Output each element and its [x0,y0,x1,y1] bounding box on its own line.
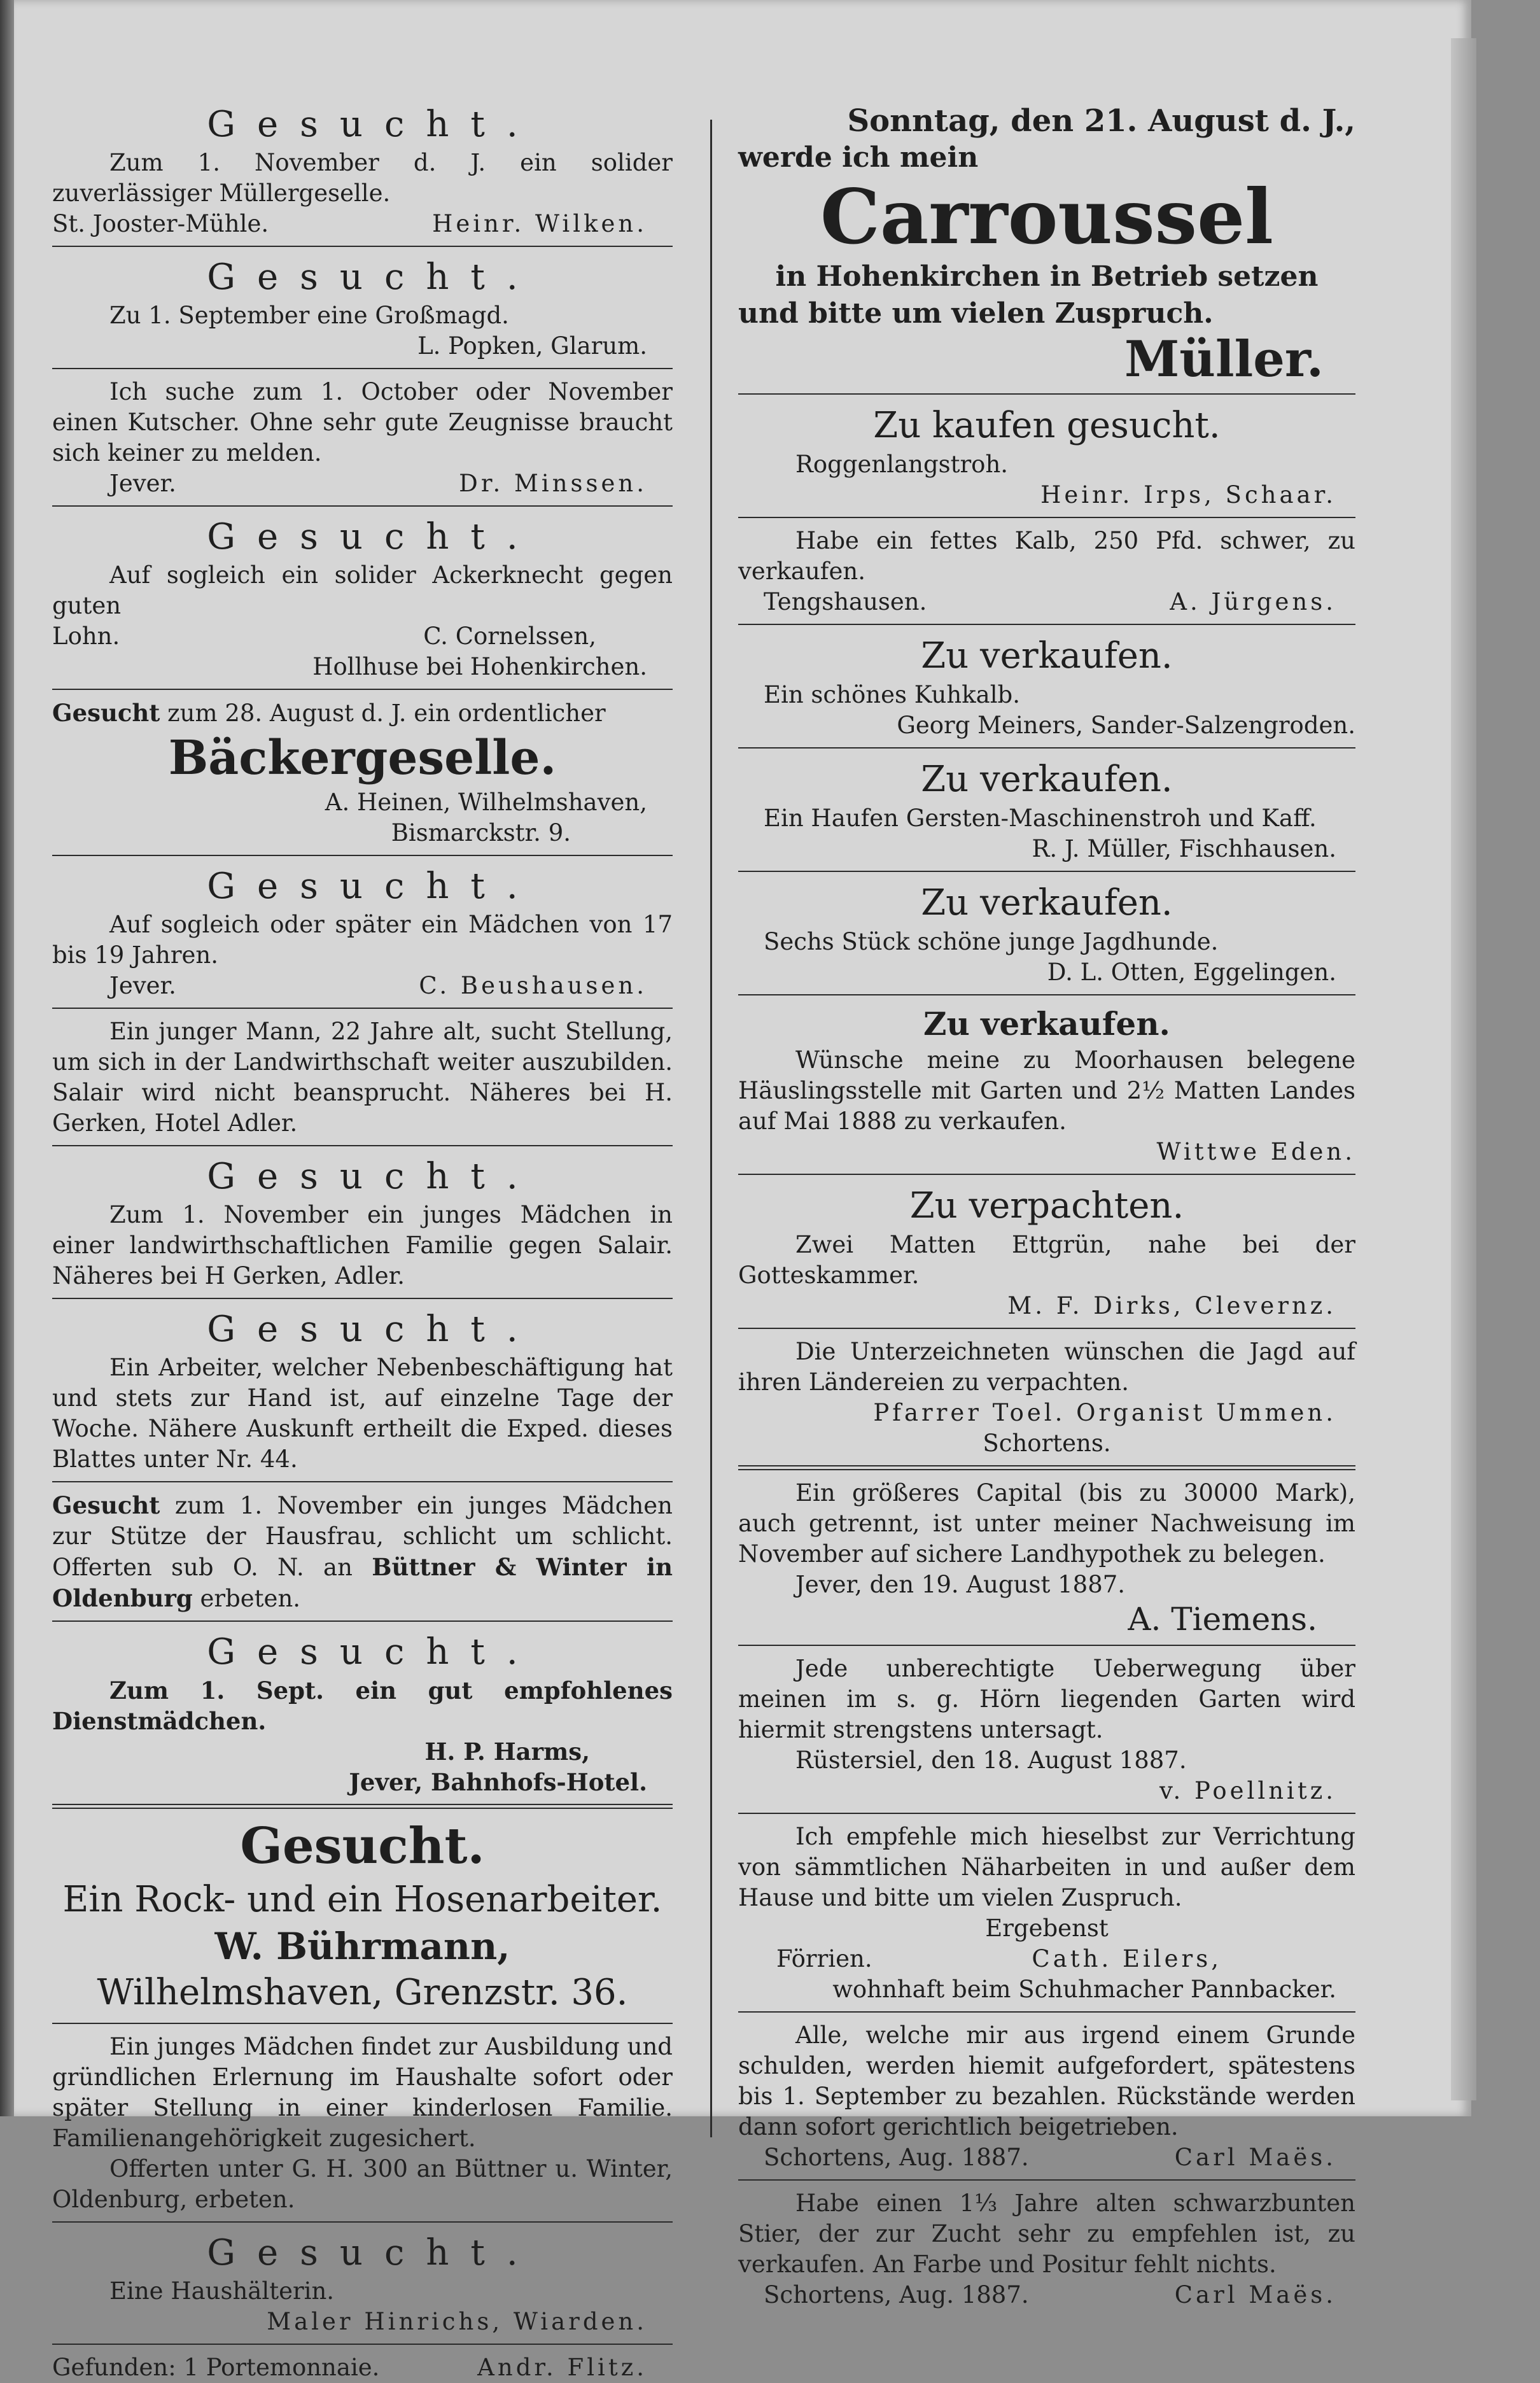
divider [738,2011,1355,2013]
ad-signer: L. Popken, Glarum. [417,332,647,360]
divider [52,1298,673,1299]
ad-text: Ein junger Mann, 22 Jahre alt, sucht Stellung, um sich in der Landwirthschaft weiter auszubilden. Salair wird nicht beansprucht. Näheres bei H. Gerken, Hotel Adler. [52,1018,673,1137]
double-divider [52,1804,673,1809]
ad-signer: W. Bührmann, [214,1925,510,1968]
ad-text: Ich suche zum 1. October oder November einen Kutscher. Ohne sehr gute Zeugnisse braucht sich keiner zu melden. [52,378,673,467]
ad-firm: Büttner & Winter in Oldenburg [52,1553,673,1612]
ad-line: Ein Rock- und ein Hosenarbeiter. [62,1879,662,1920]
ad-signer: A. Jürgens. [1170,588,1336,615]
ad-verpachten [738,1183,1355,1321]
ad-place: Schortens. [983,1430,1111,1457]
ad-arbeiter [52,1307,673,1475]
divider [52,2221,673,2223]
divider [738,624,1355,625]
ad-rockarbeiter [52,1817,673,2016]
left-column [52,102,673,2383]
ad-heading: Gesucht. [207,2232,540,2274]
ad-signer-place: Jever, Bahnhofs-Hotel. [349,1768,647,1796]
ad-signer-place: Hollhuse bei Hohenkirchen. [312,653,647,680]
divider [52,855,673,856]
ad-text-offer: Offerten unter G. H. 300 an Büttner u. Winter, Oldenburg, erbeten. [52,2155,673,2213]
divider [52,1481,673,1482]
ad-text: Ich empfehle mich hieselbst zur Verrichtung von sämmtlichen Näharbeiten in und außer dem Hause und bitte um vielen Zuspruch. [738,1823,1355,1911]
ad-roggenlangstroh [738,402,1355,510]
ad-kuhkalb [738,633,1355,741]
divider [738,1813,1355,1814]
ad-heading: Gesucht. [240,1817,485,1875]
ad-heading: Gesucht. [207,1309,540,1350]
ad-text: Ein junges Mädchen findet zur Ausbildung und gründlichen Erlernung im Haushalte sofort oder später Stellung in einer kinderlosen Familie. Familienangehörigkeit zugesichert. [52,2033,673,2152]
ad-heading: Zu verkaufen. [923,1005,1170,1043]
ad-signer: C. Cornelssen, [423,622,596,650]
ad-muellergeselle [52,102,673,239]
ad-heading: Gesucht. [207,104,540,145]
ad-text: Ein schönes Kuhkalb. [764,681,1020,708]
ad-text: Die Unterzeichneten wünschen die Jagd auf ihren Ländereien zu verpachten. [738,1338,1355,1396]
ad-place: Schortens, Aug. 1887. [764,2144,1029,2171]
ad-carroussel [738,102,1355,387]
ad-signer: Wittwe Eden. [1156,1138,1355,1165]
ad-signer: Dr. Minssen. [459,470,647,497]
ad-heading: Zu verkaufen. [921,882,1173,924]
ad-signer: v. Poellnitz. [1159,1777,1336,1804]
ad-text: Alle, welche mir aus irgend einem Grunde schulden, werden hiemit aufgefordert, spätestens bis 1. September zu bezahlen. Rückstände werden dann sofort gerichtlich beigetrieben. [738,2021,1355,2140]
ad-signer: Organist Ummen. [1076,1399,1336,1426]
divider [52,2344,673,2345]
ad-text: Ein Haufen Gersten-Maschinenstroh und Kaff. [764,805,1317,832]
ad-text-end: Lohn. [52,622,120,650]
ad-place: Schortens, Aug. 1887. [764,2281,1029,2309]
divider [738,2179,1355,2181]
ad-text: Jede unberechtigte Ueberwegung über meinen im s. g. Hörn liegenden Garten wird hiermit strengstens untersagt. [738,1655,1355,1743]
right-column [738,102,1355,2310]
divider [738,1328,1355,1329]
ad-signer: D. L. Otten, Eggelingen. [1047,959,1336,986]
ad-signer: Cath. Eilers, [1032,1945,1222,1972]
ad-signer: Carl Maës. [1174,2144,1336,2171]
ad-haushalt [52,2032,673,2215]
ad-kutscher [52,377,673,499]
ad-text: Zum 1. November ein junges Mädchen in einer landwirthschaftlichen Familie gegen Salair. Näheres bei H Gerken, Adler. [52,1201,673,1290]
ad-line: werde ich mein [738,141,979,174]
divider [52,1008,673,1009]
divider [52,505,673,507]
ad-haushaelterin [52,2230,673,2337]
ad-text: Zwei Matten Ettgrün, nahe bei der Gotteskammer. [738,1231,1355,1289]
ad-tail: erbeten. [200,1585,301,1612]
ad-heading: Zu verkaufen. [921,635,1173,677]
ad-text: Zum 1. November d. J. ein solider zuverlässiger Müllergeselle. [52,149,673,207]
ad-text: zum 1. November ein junges Mädchen zur Stütze der Hausfrau, schlicht um schlicht. Offerten sub O. N. an [52,1492,673,1581]
ad-heading: Gesucht. [207,257,540,298]
ad-text: Habe ein fettes Kalb, 250 Pfd. schwer, zu verkaufen. [738,527,1355,585]
ad-text: Habe einen 1⅓ Jahre alten schwarzbunten Stier, der zur Zucht sehr zu empfehlen ist, zu verkaufen. An Farbe und Positur fehlt nichts. [738,2190,1355,2278]
ad-gefunden [52,2352,673,2383]
ad-ueberwegung [738,1654,1355,1806]
divider [52,2023,673,2024]
double-divider [738,1465,1355,1470]
page-edge [1451,38,1476,2100]
ad-heading: Zu verpachten. [909,1185,1184,1227]
divider [738,1174,1355,1175]
column-divider [710,120,712,2137]
ad-text: Zum 1. Sept. ein gut empfohlenes Dienstmädchen. [52,1677,673,1735]
ad-naeharbeiten [738,1822,1355,2005]
ad-lead: Gesucht [52,1491,160,1519]
ad-signer: A. Tiemens. [1128,1601,1317,1638]
ad-signer: R. J. Müller, Fischhausen. [1032,835,1336,862]
ad-heading: Gesucht. [207,516,540,558]
divider [52,246,673,247]
divider [52,368,673,369]
ad-signer: Heinr. Wilken. [432,210,647,237]
ad-junges-maedchen [52,1154,673,1291]
ad-signer: Georg Meiners, Sander-Salzengroden. [897,712,1355,739]
ad-place: Jever. [109,470,176,497]
ad-text: zum 28. August d. J. ein ordentlicher [167,699,606,727]
divider [52,689,673,690]
ad-signer: Carl Maës. [1174,2281,1336,2309]
divider [738,871,1355,872]
ad-big-title: Carroussel [820,172,1273,261]
ad-line: in Hohenkirchen in Betrieb setzen [775,260,1319,293]
ad-text: Auf sogleich oder später ein Mädchen von 17 bis 19 Jahren. [52,911,673,969]
divider [52,1145,673,1146]
ad-heading: Zu kaufen gesucht. [873,405,1221,446]
divider [738,994,1355,995]
ad-text: Ein größeres Capital (bis zu 30000 Mark), auch getrennt, ist unter meiner Nachweisung im November auf sichere Landhypothek zu belegen. [738,1479,1355,1568]
ad-signer: Pfarrer Toel. [873,1399,1066,1426]
ad-text: Eine Haushälterin. [109,2277,335,2305]
ad-heading: Gesucht. [207,1631,540,1673]
ad-signer: Müller. [1124,330,1324,388]
ad-hausfrau-stuetze [52,1490,673,1614]
ad-maedchen [52,864,673,1001]
ad-heading: Gesucht. [207,1156,540,1197]
divider [738,393,1355,395]
ad-signer: M. F. Dirks, Clevernz. [1007,1292,1336,1319]
ad-schulden [738,2020,1355,2173]
ad-line: und bitte um vielen Zuspruch. [738,297,1214,330]
ad-signer: Maler Hinrichs, Wiarden. [267,2308,647,2335]
ad-heading: Zu verkaufen. [921,759,1173,800]
ad-heading: Gesucht. [207,866,540,907]
ad-haeuslingsstelle [738,1003,1355,1167]
ad-text: Gefunden: 1 Portemonnaie. [52,2354,380,2381]
ad-kalb [738,526,1355,617]
ad-place: St. Jooster-Mühle. [52,210,269,237]
ad-text: Roggenlangstroh. [795,451,1009,478]
ad-greeting: Ergebenst [985,1915,1109,1942]
ad-text: Wünsche meine zu Moorhausen belegene Häuslingsstelle mit Garten und 2½ Matten Landes auf Mai 1888 zu verkaufen. [738,1046,1355,1135]
ad-ackerknecht [52,514,673,682]
ad-date: Rüstersiel, den 18. August 1887. [795,1747,1187,1774]
ad-maschinenstroh [738,756,1355,864]
ad-text: Zu 1. September eine Großmagd. [109,302,509,329]
divider [52,1620,673,1622]
ad-text: Ein Arbeiter, welcher Nebenbeschäftigung hat und stets zur Hand ist, auf einzelne Tage der Woche. Nähere Auskunft ertheilt die Exped. dieses Blattes unter Nr. 44. [52,1354,673,1473]
ad-address: Wilhelmshaven, Grenzstr. 36. [97,1972,628,2013]
binding-shadow [0,0,14,2116]
divider [738,1645,1355,1646]
ad-signer: C. Beushausen. [419,972,647,999]
ad-line: Sonntag, den 21. August d. J., [847,103,1355,139]
ad-dienstmaedchen [52,1629,673,1797]
divider [738,517,1355,518]
ad-place: Tengshausen. [764,588,927,615]
ad-date: Jever, den 19. August 1887. [795,1571,1126,1598]
ad-lead: Gesucht [52,699,160,727]
ad-baeckergeselle [52,698,673,848]
ad-text: Auf sogleich ein solider Ackerknecht gegen guten [52,561,673,619]
divider [738,747,1355,749]
ad-place: Förrien. [776,1945,872,1972]
ad-signer-note: wohnhaft beim Schuhmacher Pannbacker. [832,1976,1336,2003]
ad-capital [738,1478,1355,1638]
ad-jagdhunde [738,880,1355,988]
ad-signer-place: Bismarckstr. 9. [391,819,571,847]
ad-signer: A. Heinen, Wilhelmshaven, [325,789,647,816]
ad-jagd [738,1337,1355,1459]
ad-stier [738,2188,1355,2310]
ad-signer: Andr. Flitz. [477,2354,647,2381]
ad-junger-mann [52,1016,673,1139]
ad-grossmagd [52,255,673,362]
ad-big-title: Bäckergeselle. [168,731,557,785]
ad-signer: H. P. Harms, [424,1738,590,1766]
ad-signer: Heinr. Irps, Schaar. [1040,481,1336,509]
ad-text: Sechs Stück schöne junge Jagdhunde. [764,928,1219,955]
ad-place: Jever. [109,972,176,999]
